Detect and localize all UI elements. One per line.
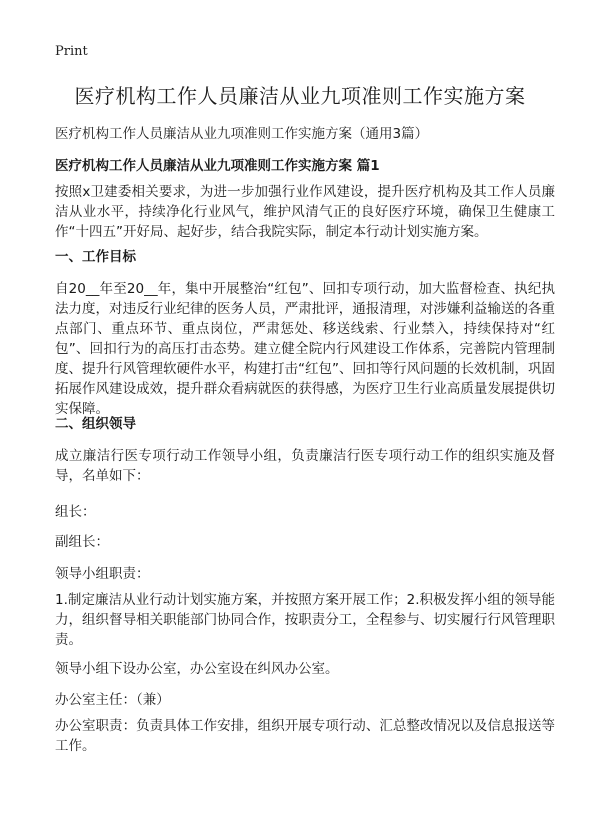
office-duties-paragraph: 办公室职责：负责具体工作安排，组织开展专项行动、汇总整改情况以及信息报送等工作。 xyxy=(55,718,555,754)
deputy-leader-line: 副组长： xyxy=(55,534,109,550)
intro-paragraph: 按照x卫建委相关要求，为进一步加强行业作风建设，提升医疗机构及其工作人员廉洁从业水平，持续净化行业风气，维护风清气正的良好医疗环境，确保卫生健康工作“十四五”开好局、起好步，结合我院实际，制定本行动计划实施方案。 xyxy=(55,184,555,240)
article-heading: 医疗机构工作人员廉洁从业九项准则工作实施方案 篇1 xyxy=(55,158,380,174)
print-link[interactable]: Print xyxy=(55,44,88,59)
section-heading-organization: 二、组织领导 xyxy=(55,416,136,432)
leader-line: 组长： xyxy=(55,504,96,520)
page-title: 医疗机构工作人员廉洁从业九项准则工作实施方案 xyxy=(74,84,526,108)
office-director-line: 办公室主任：（兼） xyxy=(55,692,170,708)
duties-label: 领导小组职责： xyxy=(55,566,150,582)
goals-paragraph: 自20__年至20__年，集中开展整治“红包”、回扣专项行动，加大监督检查、执纪执法力度，对违反行业纪律的医务人员，严肃批评，通报清理，对涉嫌利益输送的各重点部门、重点环节、重点岗位，严肃惩处、移送线索、行业禁入，持续保持对“红包”、回扣行为的高压打击态势。建立健全院内行风建设工作体系，完善院内管理制度、提升行风管理软硬件水平，构建打击“红包”、回扣等行风问题的长效机制，巩固拓展作风建设成效，提升群众看病就医的获得感，为医疗卫生行业高质量发展提供切实保障。 xyxy=(55,281,555,417)
document-subtitle: 医疗机构工作人员廉洁从业九项准则工作实施方案（通用3篇） xyxy=(55,126,429,142)
organization-paragraph: 成立廉洁行医专项行动工作领导小组，负责廉洁行医专项行动工作的组织实施及督导，名单如下： xyxy=(55,448,555,484)
office-setup-line: 领导小组下设办公室，办公室设在纠风办公室。 xyxy=(55,661,339,677)
duties-paragraph: 1.制定廉洁从业行动计划实施方案，并按照方案开展工作；2.积极发挥小组的领导能力，组织督导相关职能部门协同合作，按职责分工，全程参与、切实履行行风管理职责。 xyxy=(55,592,555,648)
section-heading-goals: 一、工作目标 xyxy=(55,249,136,265)
